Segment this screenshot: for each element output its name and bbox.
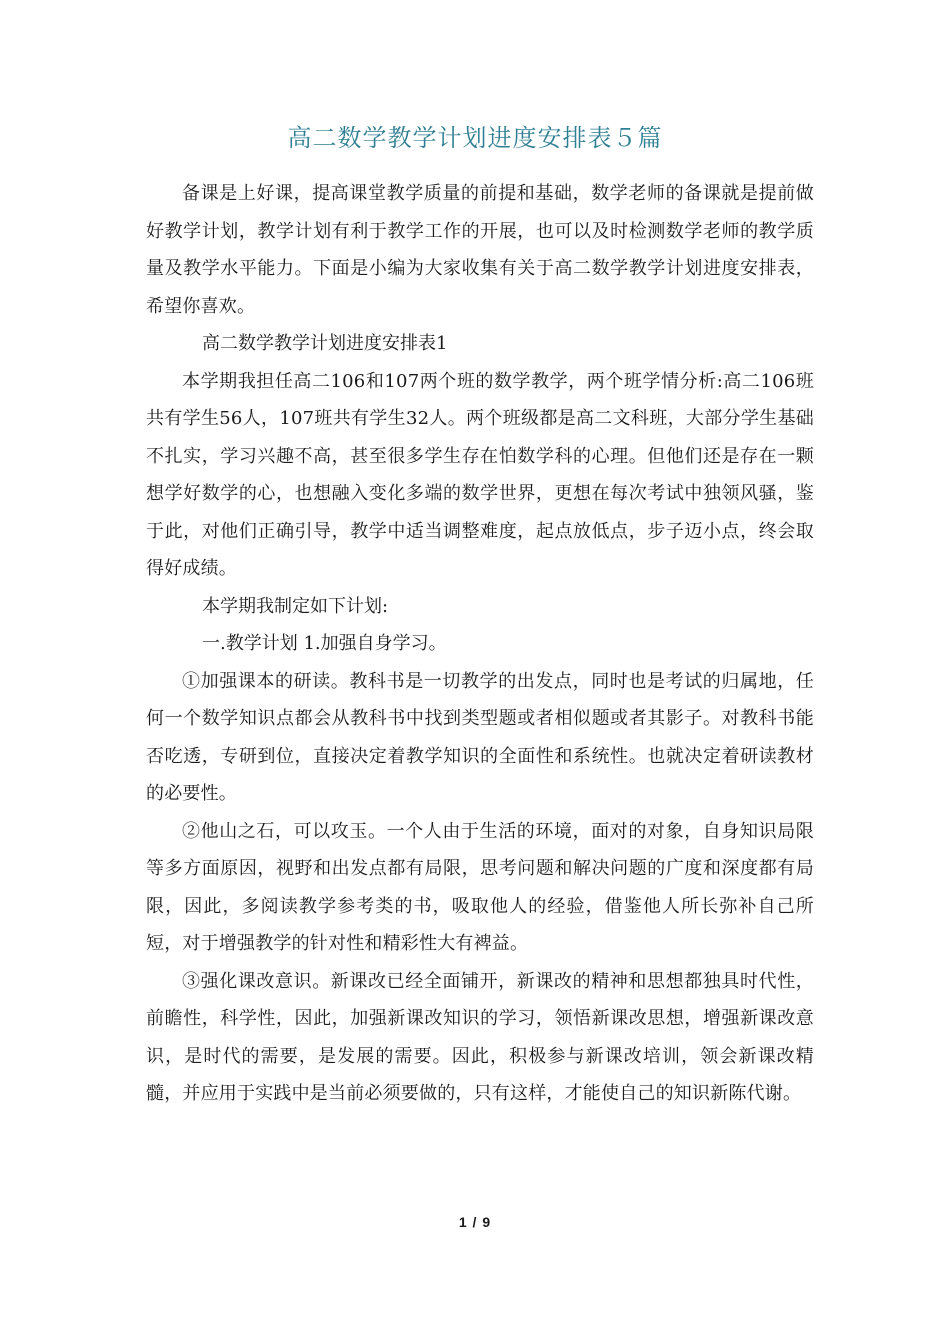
section-heading: 高二数学教学计划进度安排表1: [202, 333, 448, 354]
plan-point-1-paragraph: ①加强课本的研读。教科书是一切教学的出发点，同时也是考试的归属地，任何一个数学知识点都会从教科书中找到类型题或者相似题或者其影子。对教科书能否吃透，专研到位，直接决定着教学知识的全面性和系统性。也就决定着研读教材的必要性。: [146, 670, 814, 804]
intro-paragraph: 备课是上好课，提高课堂教学质量的前提和基础，数学老师的备课就是提前做好教学计划，教学计划有利于教学工作的开展，也可以及时检测数学老师的教学质量及教学水平能力。下面是小编为大家收集有关于高二数学教学计划进度安排表，希望你喜欢。: [146, 183, 814, 317]
plan-intro-line: 本学期我制定如下计划:: [202, 595, 389, 617]
plan-point-2-paragraph: ②他山之石，可以攻玉。一个人由于生活的环境，面对的对象，自身知识局限等多方面原因，视野和出发点都有局限，思考问题和解决问题的广度和深度都有局限，因此，多阅读教学参考类的书，吸取他人的经验，借鉴他人所长弥补自己所短，对于增强教学的针对性和精彩性大有裨益。: [146, 820, 814, 954]
document-title: 高二数学教学计划进度安排表５篇: [287, 124, 663, 152]
plan-item-heading: 一.教学计划 1.加强自身学习。: [202, 633, 447, 654]
page-number: 1 / 9: [458, 1214, 492, 1230]
plan-point-3-paragraph: ③强化课改意识。新课改已经全面铺开，新课改的精神和思想都独具时代性，前瞻性，科学性，因此，加强新课改知识的学习，领悟新课改思想，增强新课改意识，是时代的需要，是发展的需要。因此，积极参与新课改培训，领会新课改精髓，并应用于实践中是当前必须要做的，只有这样，才能使自己的知识新陈代谢。: [146, 970, 814, 1104]
document-body: [146, 175, 814, 1113]
class-analysis-paragraph: 本学期我担任高二106和107两个班的数学教学，两个班学情分析:高二106班共有学生56人，107班共有学生32人。两个班级都是高二文科班，大部分学生基础不扎实，学习兴趣不高，甚至很多学生存在怕数学科的心理。但他们还是存在一颗想学好数学的心，也想融入变化多端的数学世界，更想在每次考试中独领风骚，鉴于此，对他们正确引导，教学中适当调整难度，起点放低点，步子迈小点，终会取得好成绩。: [146, 370, 814, 579]
